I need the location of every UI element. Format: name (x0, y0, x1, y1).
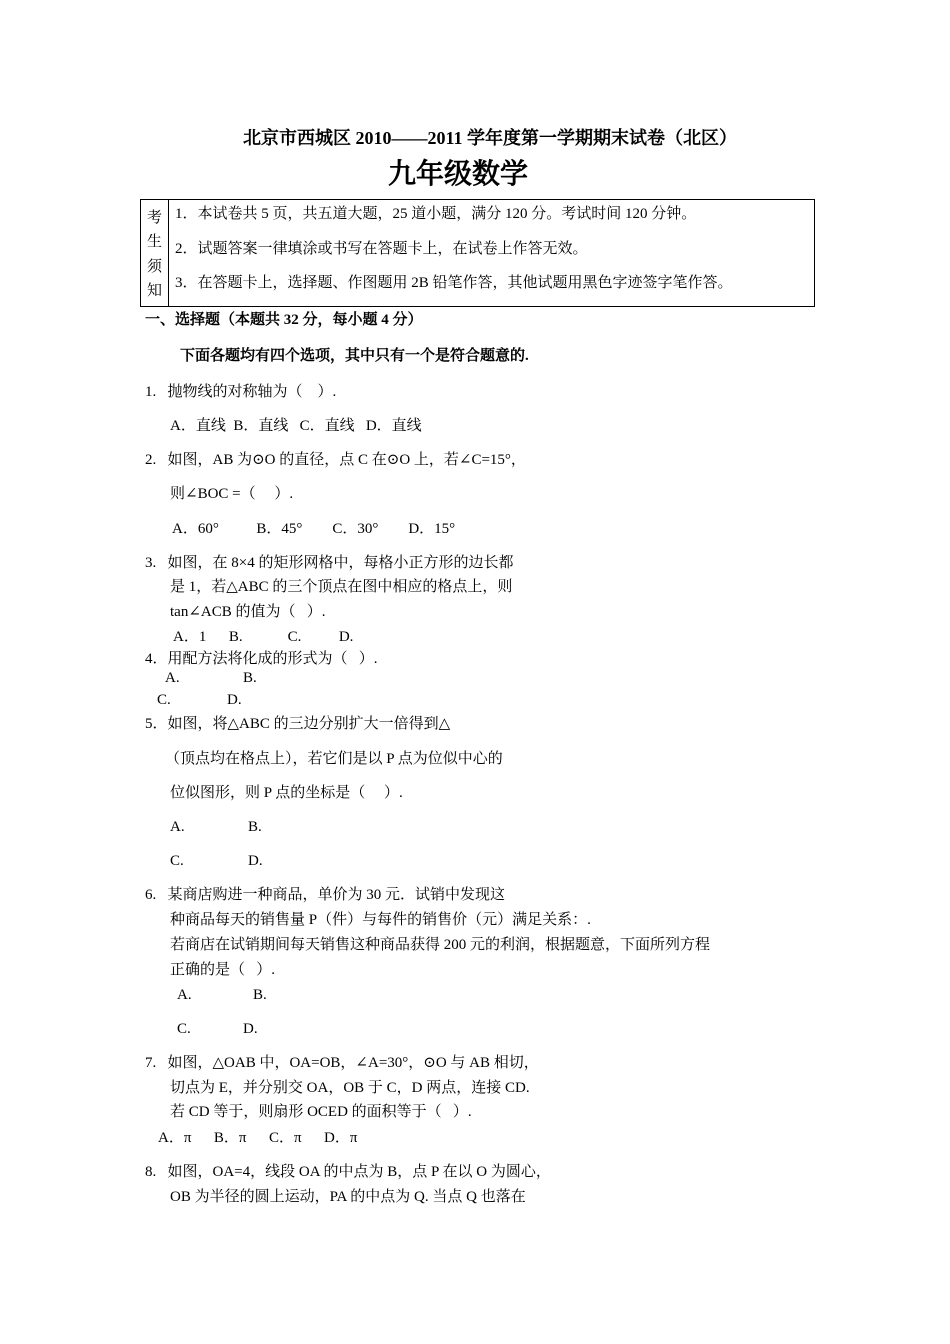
question-3-line: 是 1，若△ABC 的三个顶点在图中相应的格点上，则 (170, 579, 513, 595)
section-heading: 一、选择题（本题共 32 分，每小题 4 分） (145, 312, 423, 328)
section-instruction: 下面各题均有四个选项，其中只有一个是符合题意的. (180, 348, 529, 364)
question-5-option-b: B. (248, 819, 262, 835)
question-5-option-c: C. (170, 853, 184, 869)
question-5-line: （顶点均在格点上），若它们是以 P 点为位似中心的 (165, 751, 503, 767)
question-4: 4．用配方法将化成的形式为（ ）. (145, 651, 378, 667)
question-1: 1. 抛物线的对称轴为（ ）. (145, 384, 337, 400)
question-5-option-a: A. (170, 819, 185, 835)
question-3-options: A．1 B. C. D. (173, 629, 354, 645)
question-3: 3. 如图，在 8×4 的矩形网格中，每格小正方形的边长都 (145, 555, 514, 571)
question-6-option-d: D. (243, 1021, 258, 1037)
question-2-line: 则∠BOC =（ ）. (170, 486, 294, 502)
question-8-line: OB 为半径的圆上运动，PA 的中点为 Q. 当点 Q 也落在 (170, 1189, 526, 1205)
question-6-option-b: B. (253, 987, 267, 1003)
question-5: 5．如图，将△ABC 的三边分别扩大一倍得到△ (145, 716, 451, 732)
question-7-options: A．π B．π C．π D．π (158, 1130, 358, 1146)
notice-label-char: 须 (146, 258, 162, 275)
question-2: 2. 如图，AB 为⊙O 的直径，点 C 在⊙O 上，若∠C=15°， (145, 452, 526, 468)
question-4-option-d: D. (227, 692, 242, 708)
question-6: 6. 某商店购进一种商品，单价为 30 元．试销中发现这 (145, 887, 506, 903)
question-4-option-c: C. (157, 692, 171, 708)
notice-label-char: 考 (146, 209, 162, 226)
question-6-line: 正确的是（ ）. (170, 962, 276, 978)
question-8: 8. 如图，OA=4，线段 OA 的中点为 B，点 P 在以 O 为圆心， (145, 1164, 551, 1180)
exam-subtitle: 九年级数学 (387, 159, 528, 190)
question-6-line: 若商店在试销期间每天销售这种商品获得 200 元的利润，根据题意，下面所列方程 (170, 937, 711, 953)
question-7-line: 若 CD 等于，则扇形 OCED 的面积等于（ ）. (170, 1104, 472, 1120)
question-6-line: 种商品每天的销售量 P（件）与每件的销售价（元）满足关系：. (170, 912, 591, 928)
question-4-option-b: B. (243, 670, 257, 686)
question-6-option-a: A. (177, 987, 192, 1003)
question-7: 7. 如图，△OAB 中，OA=OB，∠A=30°，⊙O 与 AB 相切， (145, 1055, 539, 1071)
notice-label (141, 200, 169, 306)
question-4-option-a: A. (165, 670, 180, 686)
notice-label-char: 生 (146, 234, 162, 251)
notice-item: 1．本试卷共 5 页，共五道大题，25 道小题，满分 120 分。考试时间 120 分钟。 (175, 206, 697, 222)
question-3-line: tan∠ACB 的值为（ ）. (170, 604, 326, 620)
question-5-line: 位似图形，则 P 点的坐标是（ ）. (170, 785, 403, 801)
question-6-option-c: C. (177, 1021, 191, 1037)
notice-item: 2．试题答案一律填涂或书写在答题卡上，在试卷上作答无效。 (175, 241, 588, 257)
question-7-line: 切点为 E，并分别交 OA，OB 于 C，D 两点，连接 CD. (170, 1080, 530, 1096)
question-1-options: A．直线 B．直线 C．直线 D．直线 (170, 418, 422, 434)
notice-label-char: 知 (146, 283, 162, 300)
question-5-option-d: D. (248, 853, 263, 869)
notice-item: 3．在答题卡上，选择题、作图题用 2B 铅笔作答，其他试题用黑色字迹签字笔作答。 (175, 275, 733, 291)
question-2-options: A．60° B．45° C．30° D．15° (172, 521, 456, 537)
exam-title: 北京市西城区 2010——2011 学年度第一学期期末试卷（北区） (242, 128, 737, 148)
